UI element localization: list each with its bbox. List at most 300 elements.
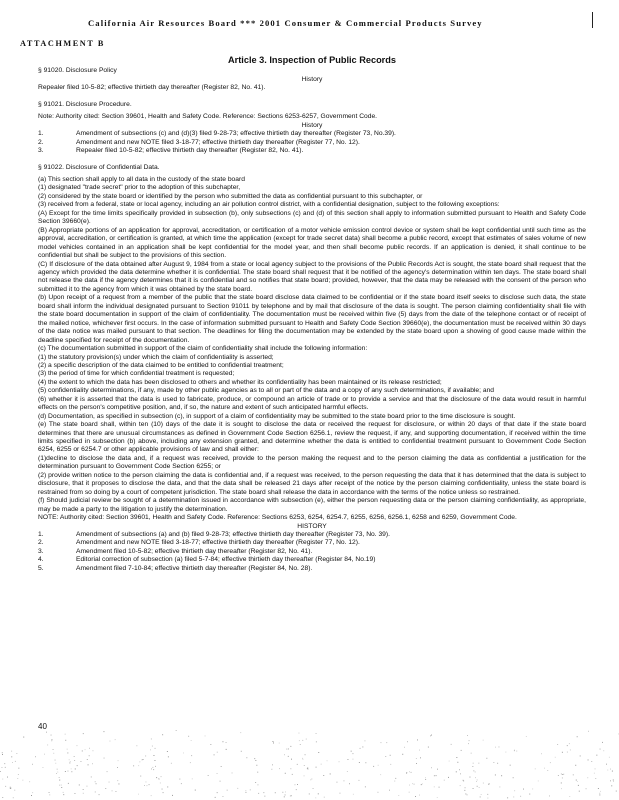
speckle-dot bbox=[53, 753, 54, 754]
speckle-dot bbox=[360, 748, 361, 749]
speckle-dot bbox=[75, 769, 76, 770]
speckle-dot bbox=[205, 736, 206, 737]
speckle-dot bbox=[77, 765, 78, 766]
paragraph: (f) Should judicial review be sought of a determination issued in accordance with subsection (e), either the person requesting data or the person claiming confidentiality, as appropriate, may be made a party to the litigation to justify the determination. bbox=[38, 497, 586, 513]
speckle-dot bbox=[313, 788, 314, 789]
speckle-dot bbox=[32, 792, 33, 793]
speckle-dot bbox=[133, 765, 134, 766]
speckle-dot bbox=[138, 765, 139, 766]
speckle-dot bbox=[14, 790, 15, 791]
section-91022-paragraphs bbox=[38, 176, 586, 523]
speckle-dot bbox=[65, 771, 66, 772]
speckle-dot bbox=[595, 768, 596, 769]
speckle-dot bbox=[562, 774, 563, 775]
speckle-dot bbox=[304, 765, 305, 766]
speckle-dot bbox=[297, 764, 298, 765]
speckle-dot bbox=[59, 780, 60, 781]
speckle-dot bbox=[337, 782, 338, 783]
speckle-dot bbox=[295, 784, 296, 785]
speckle-dot bbox=[288, 749, 289, 750]
speckle-dot bbox=[227, 790, 228, 791]
speckle-dot bbox=[390, 755, 391, 756]
header-divider bbox=[592, 12, 593, 28]
speckle-dot bbox=[91, 777, 92, 778]
speckle-dot bbox=[411, 772, 412, 773]
speckle-dot bbox=[63, 794, 64, 795]
history-item: 3. Amendment filed 10-5-82; effective thirtieth day thereafter (Register 82, No. 41). bbox=[38, 547, 313, 555]
speckle-dot bbox=[315, 797, 316, 798]
speckle-dot bbox=[2, 752, 3, 753]
speckle-dot bbox=[82, 751, 83, 752]
speckle-dot bbox=[467, 794, 468, 795]
speckle-dot bbox=[5, 786, 6, 787]
paragraph: (1) the statutory provision(s) under which the claim of confidentiality is asserted; bbox=[38, 353, 274, 361]
speckle-dot bbox=[67, 753, 68, 754]
speckle-dot bbox=[544, 768, 545, 769]
speckle-dot bbox=[310, 779, 311, 780]
speckle-dot bbox=[291, 759, 292, 760]
speckle-dot bbox=[11, 756, 12, 757]
section-91022-history-label: HISTORY bbox=[297, 522, 327, 530]
speckle-dot bbox=[616, 791, 617, 792]
speckle-dot bbox=[275, 792, 276, 793]
speckle-dot bbox=[160, 783, 161, 784]
speckle-dot bbox=[606, 764, 607, 765]
speckle-dot bbox=[22, 780, 23, 781]
speckle-dot bbox=[513, 777, 514, 778]
speckle-dot bbox=[381, 742, 382, 743]
speckle-dot bbox=[365, 740, 366, 741]
speckle-dot bbox=[390, 764, 391, 765]
speckle-dot bbox=[475, 772, 476, 773]
speckle-dot bbox=[223, 741, 224, 742]
speckle-dot bbox=[595, 778, 596, 779]
speckle-dot bbox=[373, 766, 374, 767]
history-item: 5. Amendment filed 7-10-84; effective thirtieth day thereafter (Register 84, No. 28). bbox=[38, 564, 313, 572]
speckle-dot bbox=[557, 744, 558, 745]
speckle-dot bbox=[489, 783, 490, 784]
speckle-dot bbox=[191, 755, 192, 756]
speckle-dot bbox=[10, 788, 11, 789]
speckle-dot bbox=[190, 762, 191, 763]
speckle-dot bbox=[18, 774, 19, 775]
speckle-dot bbox=[2, 767, 3, 768]
section-91022-history-list bbox=[38, 531, 586, 573]
speckle-dot bbox=[576, 780, 577, 781]
speckle-dot bbox=[279, 743, 280, 744]
speckle-dot bbox=[43, 767, 44, 768]
paragraph: (B) Appropriate portions of an application for approval, accreditation, or certification of a motor vehicle emission control device or system shall be kept confidential until such time as the approval, accreditation, or certification is granted, at which time the application (except for trade secret data) shall become a public record, except that estimates of sales volume of new model vehicles contained in an application shall be kept confidential for the model year, and then shall become public records. If an application is denied, it shall continue to be confidential but shall be subject to the provisions of this section. bbox=[38, 226, 586, 260]
speckle-dot bbox=[402, 754, 403, 755]
speckle-dot bbox=[75, 793, 76, 794]
speckle-dot bbox=[610, 780, 611, 781]
speckle-dot bbox=[0, 771, 1, 772]
speckle-dot bbox=[279, 768, 280, 769]
speckle-dot bbox=[167, 751, 168, 752]
speckle-dot bbox=[5, 767, 6, 768]
section-91020-history-label: History bbox=[301, 75, 323, 83]
speckle-dot bbox=[477, 786, 478, 787]
speckle-dot bbox=[35, 756, 36, 757]
speckle-dot bbox=[487, 798, 488, 799]
speckle-dot bbox=[256, 765, 257, 766]
speckle-dot bbox=[483, 740, 484, 741]
speckle-dot bbox=[217, 752, 218, 753]
speckle-dot bbox=[304, 775, 305, 776]
speckle-dot bbox=[404, 747, 405, 748]
speckle-dot bbox=[309, 794, 310, 795]
speckle-dot bbox=[602, 742, 603, 743]
speckle-dot bbox=[109, 782, 110, 783]
speckle-dot bbox=[71, 768, 72, 769]
speckle-dot bbox=[505, 752, 506, 753]
speckle-dot bbox=[475, 777, 476, 778]
speckle-dot bbox=[316, 741, 317, 742]
paragraph: (2) considered by the state board or identified by the person who submitted the data as confidential pursuant to this subchapter, or bbox=[38, 192, 423, 200]
speckle-dot bbox=[330, 774, 331, 775]
speckle-dot bbox=[179, 779, 180, 780]
speckle-dot bbox=[561, 788, 562, 789]
speckle-dot bbox=[588, 760, 589, 761]
speckle-dot bbox=[104, 731, 105, 732]
speckle-dot bbox=[578, 785, 579, 786]
speckle-dot bbox=[145, 756, 146, 757]
speckle-dot bbox=[181, 783, 182, 784]
speckle-dot bbox=[457, 762, 458, 763]
speckle-dot bbox=[272, 764, 273, 765]
speckle-dot bbox=[88, 764, 89, 765]
speckle-dot bbox=[316, 767, 317, 768]
speckle-dot bbox=[499, 787, 500, 788]
speckle-dot bbox=[47, 745, 48, 746]
speckle-dot bbox=[436, 775, 437, 776]
speckle-dot bbox=[71, 771, 72, 772]
speckle-dot bbox=[420, 757, 421, 758]
speckle-dot bbox=[162, 789, 163, 790]
speckle-dot bbox=[347, 771, 348, 772]
speckle-dot bbox=[459, 769, 460, 770]
paragraph: (e) The state board shall, within ten (10) days of the date it is sought to disclose the data or received the request for disclosure, or within 20 days of that date if the state board determines that there are unusual circumstances as defined in Government Code Section 6256.1, review the request, if any, and supporting documentation, if received within the time limits specified in subsection (b) above, including any extension granted, and determine whether the data is entitled to confidential treatment pursuant to Government Code Section 6254, 6255 or 6254.7 or other applicable provisions of law and shall either: bbox=[38, 421, 586, 454]
speckle-dot bbox=[172, 795, 173, 796]
speckle-dot bbox=[550, 762, 551, 763]
speckle-dot bbox=[89, 755, 90, 756]
speckle-dot bbox=[577, 736, 578, 737]
speckle-dot bbox=[307, 767, 308, 768]
speckle-dot bbox=[7, 777, 8, 778]
speckle-dot bbox=[245, 790, 246, 791]
history-item: 1. Amendment of subsections (c) and (d)(3) filed 9-28-73; effective thirtieth day thereafter (Register 73, No.39). bbox=[38, 130, 396, 138]
speckle-dot bbox=[365, 786, 366, 787]
section-91021-heading: § 91021. Disclosure Procedure. bbox=[38, 100, 132, 108]
paragraph: (3) the period of time for which confidential treatment is requested; bbox=[38, 370, 235, 378]
speckle-dot bbox=[465, 794, 466, 795]
speckle-dot bbox=[10, 787, 11, 788]
history-item: 4. Editorial correction of subsection (a) filed 5-7-84; effective thirtieth day thereafter (Register 84, No.19) bbox=[38, 556, 376, 564]
speckle-dot bbox=[55, 763, 56, 764]
speckle-dot bbox=[79, 785, 80, 786]
article-title: Article 3. Inspection of Public Records bbox=[228, 55, 396, 65]
speckle-dot bbox=[115, 739, 116, 740]
speckle-dot bbox=[290, 746, 291, 747]
speckle-dot bbox=[516, 751, 517, 752]
speckle-dot bbox=[220, 781, 221, 782]
speckle-dot bbox=[311, 779, 312, 780]
history-item: 1. Amendment of subsections (a) and (b) filed 9-28-73; effective thirtieth day thereafter (Register 73, No. 39). bbox=[38, 531, 390, 539]
speckle-dot bbox=[23, 737, 24, 738]
section-91020-history-text: Repealer filed 10-5-82; effective thirtieth day thereafter (Register 82, No. 41). bbox=[38, 84, 266, 92]
speckle-dot bbox=[520, 796, 521, 797]
speckle-dot bbox=[488, 784, 489, 785]
paragraph: (b) Upon receipt of a request from a member of the public that the state board disclose data claimed to be confidential or if the state board itself seeks to disclose such data, the state board shall inform the individual designated pursuant to Section 91011 by telephone and by mail that disclosure of the data is sought. The person claiming confidentiality shall file with the state board documentation in support of the claim of confidentiality. The documentation must be received within five (5) days from the date of the telephone contact or of receipt of the mailed notice, whichever first occurs. In the case of information submitted pursuant to Health and Safety Code Section 39660(e), the documentation must be received within 30 days of the date notice was mailed pursuant to that section. The deadlines for filing the documentation may be extended by the state board upon a showing of good cause made within the deadline specified for receipt of the documentation. bbox=[38, 294, 586, 344]
speckle-dot bbox=[10, 788, 11, 789]
speckle-dot bbox=[69, 763, 70, 764]
speckle-dot bbox=[394, 781, 395, 782]
speckle-dot bbox=[53, 749, 54, 750]
speckle-dot bbox=[68, 771, 69, 772]
speckle-dot bbox=[31, 795, 32, 796]
speckle-dot bbox=[140, 776, 141, 777]
speckle-dot bbox=[610, 769, 611, 770]
speckle-dot bbox=[526, 736, 527, 737]
speckle-dot bbox=[284, 754, 285, 755]
speckle-dot bbox=[155, 760, 156, 761]
speckle-dot bbox=[300, 744, 301, 745]
history-item: 2. Amendment and new NOTE filed 3-18-77; effective thirtieth day thereafter (Register 77, No. 12). bbox=[38, 138, 360, 146]
speckle-dot bbox=[89, 748, 90, 749]
paragraph: (3) received from a federal, state or local agency, including an air pollution control district, with a confidential designation, subject to the following exceptions: bbox=[38, 201, 500, 209]
speckle-dot bbox=[321, 764, 322, 765]
speckle-dot bbox=[150, 749, 151, 750]
speckle-dot bbox=[171, 763, 172, 764]
speckle-dot bbox=[460, 785, 461, 786]
speckle-dot bbox=[323, 775, 324, 776]
speckle-dot bbox=[68, 783, 69, 784]
speckle-dot bbox=[142, 759, 143, 760]
speckle-dot bbox=[46, 732, 47, 733]
speckle-dot bbox=[93, 750, 94, 751]
speckle-dot bbox=[2, 779, 3, 780]
speckle-dot bbox=[514, 750, 515, 751]
speckle-dot bbox=[463, 781, 464, 782]
speckle-dot bbox=[81, 761, 82, 762]
speckle-dot bbox=[353, 759, 354, 760]
speckle-dot bbox=[56, 773, 57, 774]
speckle-dot bbox=[529, 794, 530, 795]
speckle-dot bbox=[473, 763, 474, 764]
speckle-dot bbox=[487, 794, 488, 795]
speckle-dot bbox=[271, 769, 272, 770]
speckle-dot bbox=[83, 793, 84, 794]
speckle-dot bbox=[437, 797, 438, 798]
speckle-dot bbox=[29, 781, 30, 782]
speckle-dot bbox=[510, 765, 511, 766]
speckle-dot bbox=[609, 757, 610, 758]
speckle-dot bbox=[284, 796, 285, 797]
paragraph: (d) Documentation, as specified in subsection (c), in support of a claim of confidentiality may be submitted to the state board prior to the time disclosure is sought. bbox=[38, 412, 516, 420]
speckle-dot bbox=[215, 797, 216, 798]
speckle-dot bbox=[16, 753, 17, 754]
speckle-dot bbox=[286, 749, 287, 750]
speckle-dot bbox=[240, 732, 241, 733]
speckle-dot bbox=[600, 749, 601, 750]
speckle-dot bbox=[305, 754, 306, 755]
speckle-dot bbox=[18, 768, 19, 769]
speckle-dot bbox=[416, 763, 417, 764]
speckle-dot bbox=[226, 749, 227, 750]
speckle-dot bbox=[168, 756, 169, 757]
speckle-dot bbox=[417, 740, 418, 741]
history-item: 3. Repealer filed 10-5-82; effective thirtieth day thereafter (Register 82, No. 41). bbox=[38, 147, 304, 155]
speckle-dot bbox=[541, 753, 542, 754]
speckle-dot bbox=[9, 788, 10, 789]
speckle-dot bbox=[258, 793, 259, 794]
speckle-dot bbox=[414, 784, 415, 785]
speckle-dot bbox=[273, 743, 274, 744]
speckle-dot bbox=[444, 780, 445, 781]
paragraph: (a) This section shall apply to all data in the custody of the state board bbox=[38, 175, 245, 183]
speckle-dot bbox=[507, 797, 508, 798]
paragraph: (4) the extent to which the data has been disclosed to others and whether its confidentiality has been maintained or its release restricted; bbox=[38, 378, 442, 386]
speckle-dot bbox=[461, 750, 462, 751]
speckle-dot bbox=[69, 759, 70, 760]
speckle-dot bbox=[588, 731, 589, 732]
speckle-dot bbox=[344, 780, 345, 781]
speckle-dot bbox=[255, 760, 256, 761]
speckle-dot bbox=[105, 788, 106, 789]
speckle-dot bbox=[250, 789, 251, 790]
speckle-dot bbox=[2, 754, 3, 755]
speckle-dot bbox=[481, 794, 482, 795]
speckle-dot bbox=[580, 756, 581, 757]
speckle-dot bbox=[569, 796, 570, 797]
speckle-dot bbox=[155, 748, 156, 749]
speckle-dot bbox=[154, 755, 155, 756]
speckle-dot bbox=[434, 786, 435, 787]
speckle-dot bbox=[118, 760, 119, 761]
speckle-dot bbox=[49, 792, 50, 793]
speckle-dot bbox=[282, 792, 283, 793]
speckle-dot bbox=[296, 789, 297, 790]
speckle-dot bbox=[59, 785, 60, 786]
speckle-dot bbox=[467, 735, 468, 736]
speckle-dot bbox=[514, 790, 515, 791]
history-item: 2. Amendment and new NOTE filed 3-18-77; effective thirtieth day thereafter (Register 77, No. 12). bbox=[38, 539, 360, 547]
speckle-dot bbox=[611, 785, 612, 786]
speckle-dot bbox=[147, 785, 148, 786]
speckle-dot bbox=[49, 794, 50, 795]
speckle-dot bbox=[217, 792, 218, 793]
speckle-dot bbox=[327, 760, 328, 761]
speckle-dot bbox=[74, 756, 75, 757]
speckle-dot bbox=[87, 786, 88, 787]
speckle-dot bbox=[318, 793, 319, 794]
speckle-dot bbox=[567, 752, 568, 753]
speckle-dot bbox=[52, 739, 53, 740]
section-91021-history-label: History bbox=[301, 121, 323, 129]
speckle-dot bbox=[613, 781, 614, 782]
speckle-dot bbox=[264, 796, 265, 797]
speckle-dot bbox=[191, 740, 192, 741]
speckle-dot bbox=[558, 775, 559, 776]
speckle-dot bbox=[57, 769, 58, 770]
speckle-dot bbox=[430, 735, 431, 736]
speckle-dot bbox=[221, 766, 222, 767]
speckle-dot bbox=[285, 795, 286, 796]
paragraph: (A) Except for the time limits specifically provided in subsection (b), only subsections (c) and (d) of this section shall apply to information submitted pursuant to Health and Safety Code Section 39660(e). bbox=[38, 209, 586, 226]
speckle-dot bbox=[96, 783, 97, 784]
speckle-dot bbox=[223, 796, 224, 797]
speckle-dot bbox=[308, 769, 309, 770]
speckle-dot bbox=[152, 767, 153, 768]
speckle-dot bbox=[299, 733, 300, 734]
speckle-dot bbox=[136, 745, 137, 746]
speckle-dot bbox=[562, 778, 563, 779]
speckle-dot bbox=[176, 730, 177, 731]
speckle-dot bbox=[389, 790, 390, 791]
paragraph: (2) a specific description of the data claimed to be entitled to confidential treatment; bbox=[38, 361, 284, 369]
speckle-dot bbox=[192, 778, 193, 779]
speckle-dot bbox=[359, 780, 360, 781]
speckle-dot bbox=[241, 751, 242, 752]
speckle-dot bbox=[2, 797, 3, 798]
speckle-dot bbox=[307, 768, 308, 769]
speckle-dot bbox=[246, 757, 247, 758]
speckle-dot bbox=[469, 740, 470, 741]
speckle-dot bbox=[324, 797, 325, 798]
speckle-dot bbox=[561, 783, 562, 784]
speckle-dot bbox=[422, 783, 423, 784]
speckle-dot bbox=[155, 766, 156, 767]
speckle-dot bbox=[555, 757, 556, 758]
speckle-dot bbox=[195, 790, 196, 791]
speckle-dot bbox=[17, 778, 18, 779]
page-header: California Air Resources Board *** 2001 Consumer & Commercial Products Survey bbox=[88, 18, 483, 28]
section-91020-heading: § 91020. Disclosure Policy bbox=[38, 67, 117, 75]
speckle-dot bbox=[12, 762, 13, 763]
speckle-dot bbox=[495, 775, 496, 776]
speckle-dot bbox=[365, 762, 366, 763]
speckle-dot bbox=[83, 733, 84, 734]
section-91021-note: Note: Authority cited: Section 39601, Health and Safety Code. Reference: Sections 6253-6257, Government Code. bbox=[38, 113, 378, 121]
speckle-dot bbox=[318, 752, 319, 753]
speckle-dot bbox=[499, 747, 500, 748]
speckle-dot bbox=[44, 754, 45, 755]
speckle-dot bbox=[246, 792, 247, 793]
speckle-dot bbox=[95, 781, 96, 782]
speckle-dot bbox=[95, 792, 96, 793]
speckle-dot bbox=[577, 781, 578, 782]
speckle-dot bbox=[306, 739, 307, 740]
speckle-dot bbox=[513, 797, 514, 798]
speckle-dot bbox=[603, 750, 604, 751]
speckle-dot bbox=[59, 777, 60, 778]
speckle-dot bbox=[471, 753, 472, 754]
document-body bbox=[38, 56, 586, 573]
speckle-dot bbox=[573, 774, 574, 775]
speckle-dot bbox=[561, 774, 562, 775]
speckle-dot bbox=[412, 783, 413, 784]
speckle-dot bbox=[257, 772, 258, 773]
speckle-dot bbox=[463, 780, 464, 781]
speckle-dot bbox=[523, 789, 524, 790]
speckle-dot bbox=[587, 777, 588, 778]
speckle-dot bbox=[51, 740, 52, 741]
speckle-dot bbox=[258, 784, 259, 785]
speckle-dot bbox=[362, 747, 363, 748]
speckle-dot bbox=[232, 773, 233, 774]
speckle-dot bbox=[421, 784, 422, 785]
speckle-dot bbox=[158, 778, 159, 779]
